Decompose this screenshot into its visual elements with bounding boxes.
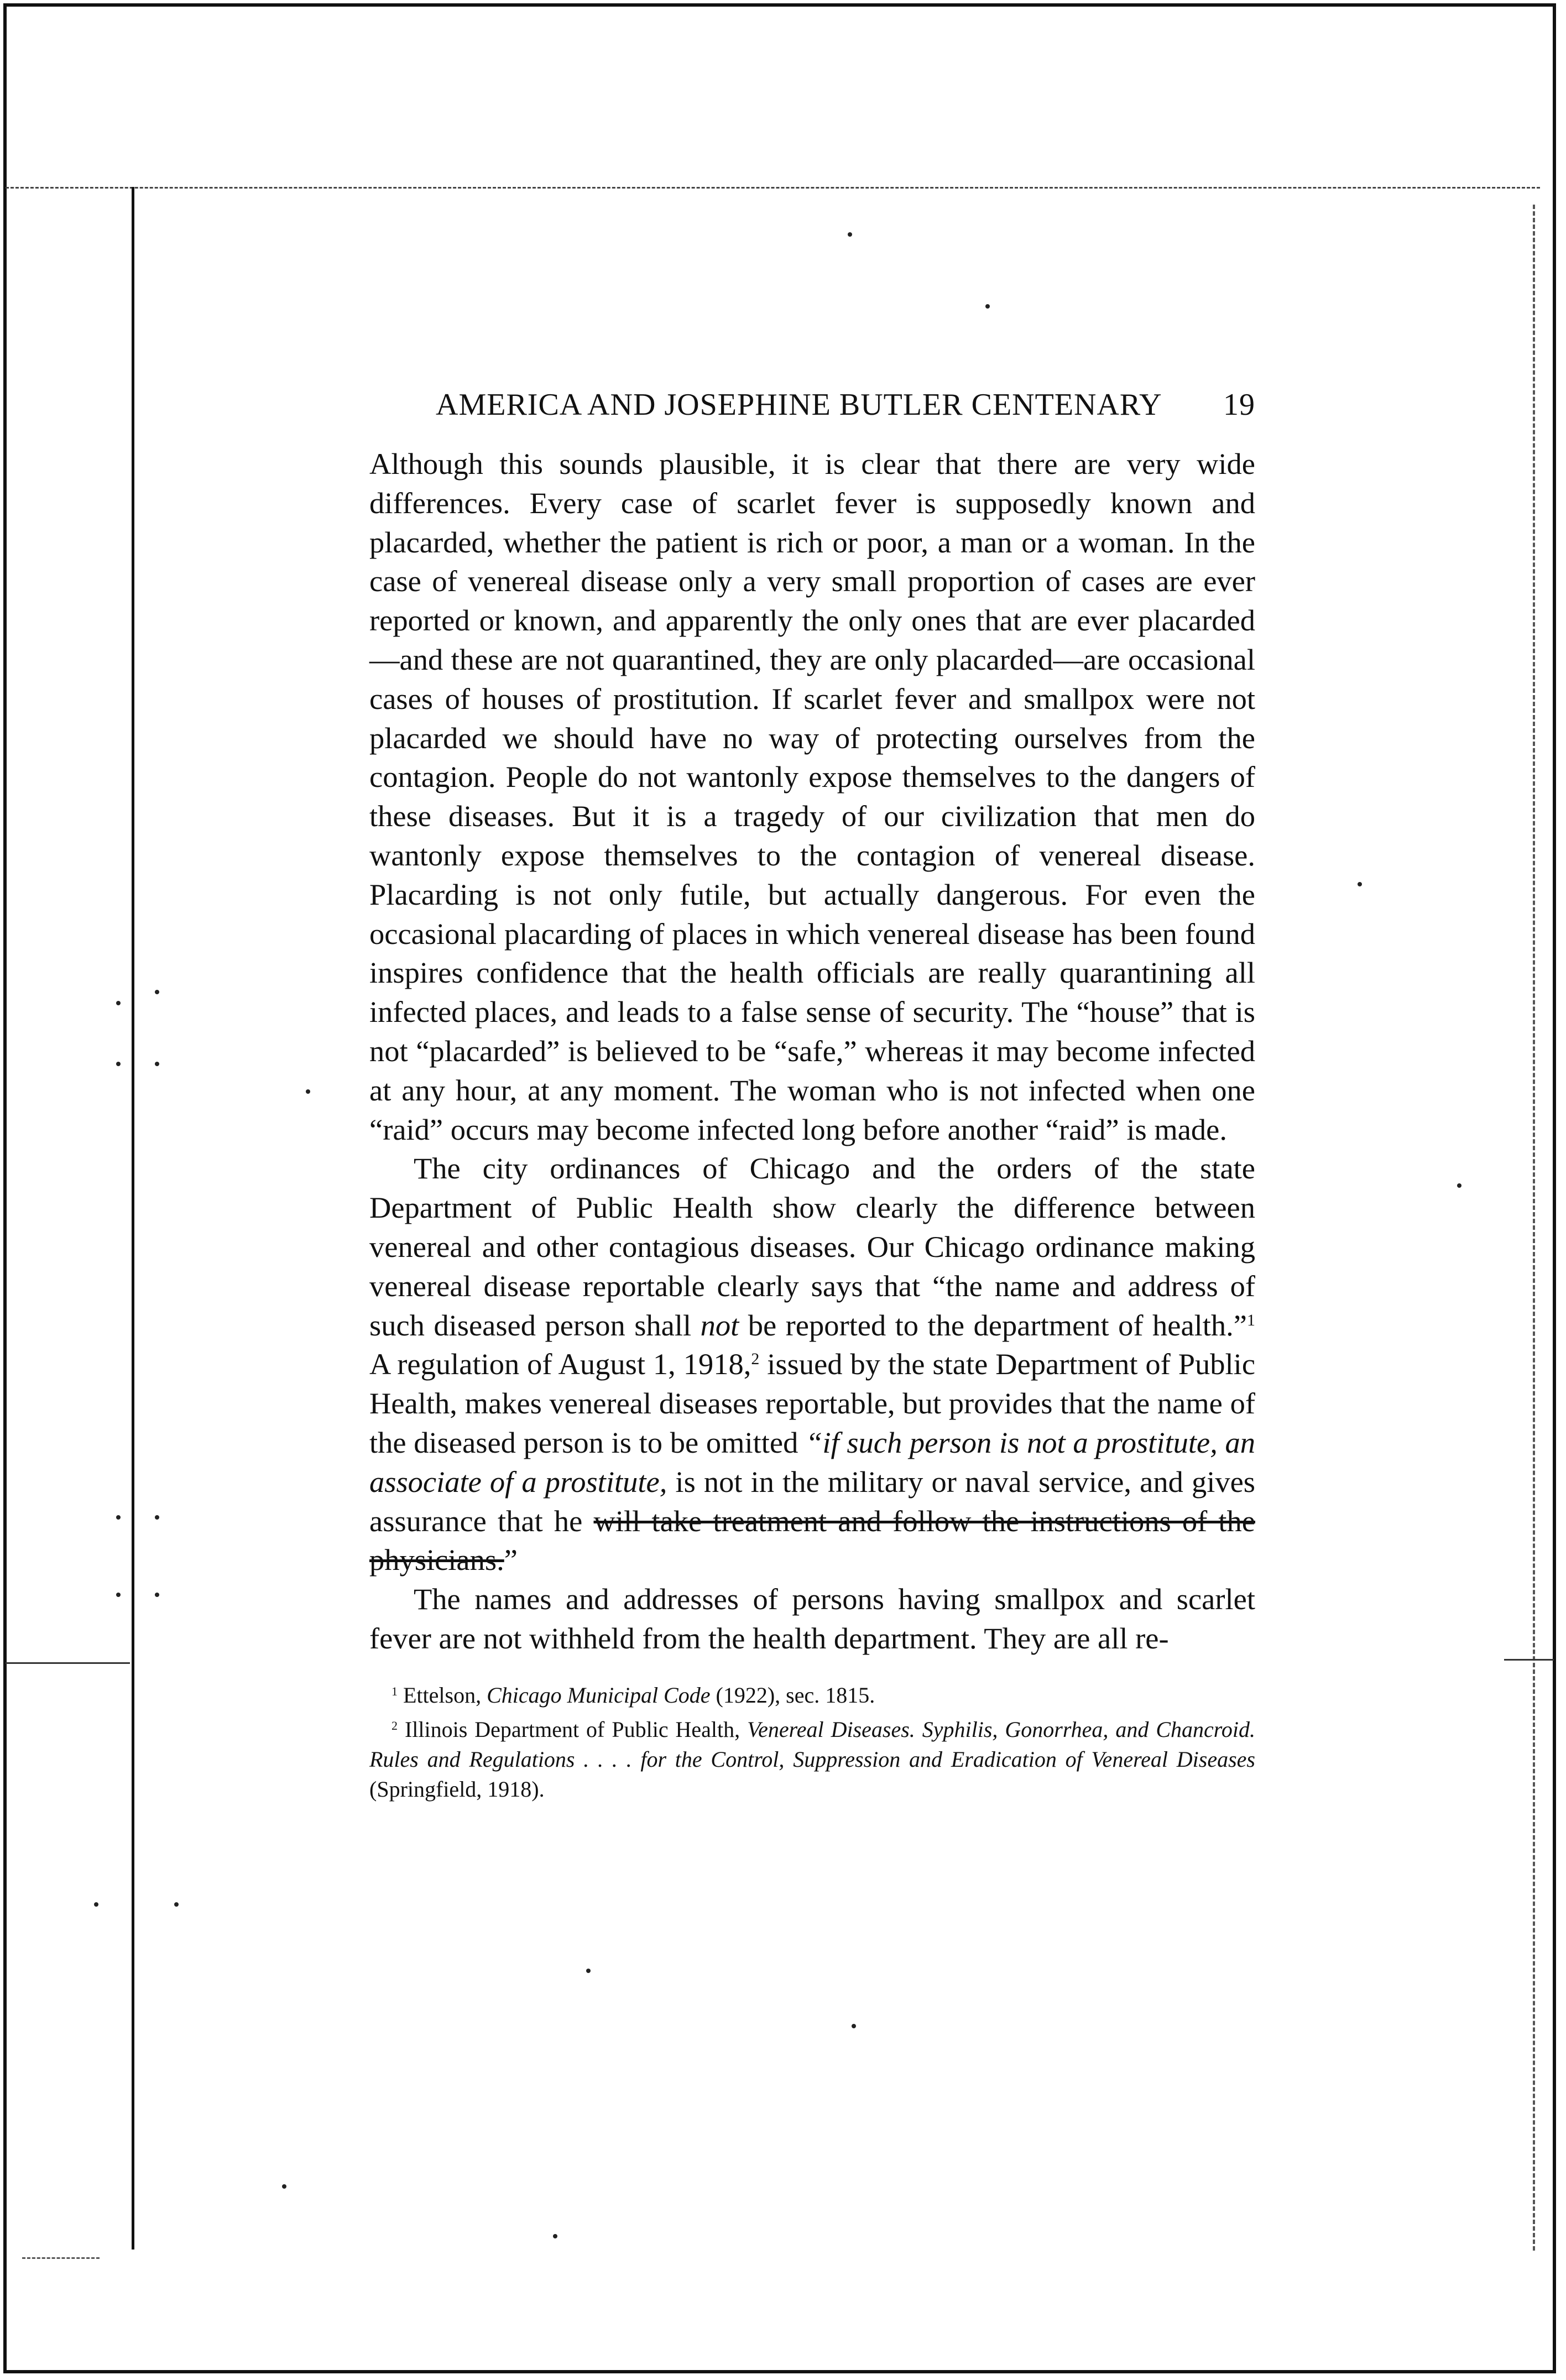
scan-speck xyxy=(586,1969,591,1973)
footnote-text: Illinois Department of Public Health, xyxy=(404,1716,748,1742)
running-head xyxy=(436,387,1255,422)
paragraph-2-text: is not in the military or naval service, and gives assurance that he xyxy=(369,1464,1255,1538)
book-page xyxy=(369,387,1255,1809)
scan-left-stub xyxy=(6,1662,130,1664)
scan-speck xyxy=(985,304,990,309)
footnote-ref-1: 1 xyxy=(1247,1311,1255,1329)
scan-speck xyxy=(282,2184,286,2189)
scan-speck xyxy=(155,990,159,994)
footnote-marker: 2 xyxy=(392,1718,398,1732)
scan-speck xyxy=(848,232,852,237)
scan-speck xyxy=(306,1089,310,1094)
footnote-marker: 1 xyxy=(392,1684,398,1698)
scan-speck xyxy=(174,1902,179,1907)
paragraph-1: Although this sounds plausible, it is clear that there are very wide differences. Every case of scarlet fever is supposedly known and placarded, whether the patient is rich or poor, a man or a woman. In the case of venereal disease only a very small proportion of cases are ever reported or known, and apparently the only ones that are ever placarded—and these are not quarantined, they are only placarded—are occasional cases of houses of prostitution. If scarlet fever and smallpox were not placarded we should have no way of protecting ourselves from the contagion. People do not wantonly expose themselves to the dangers of these diseases. But it is a tragedy of our civilization that men do wantonly expose themselves to the contagion of venereal disease. Placarding is not only futile, but actually dangerous. For even the occasional placarding of places in which venereal disease has been found inspires confidence that the health officials are really quarantining all infected places, and leads to a false sense of security. The “house” that is not “placarded” is believed to be “safe,” whereas it may become infected at any hour, at any moment. The woman who is not infected when one “raid” occurs may become infected long before another “raid” is made. xyxy=(369,447,1255,1146)
scan-speck xyxy=(553,2234,557,2238)
paragraph-2-text: be reported to the department of health.” xyxy=(739,1308,1247,1342)
paragraph-2-text: A regulation of August 1, 1918, xyxy=(369,1347,751,1381)
running-title: AMERICA AND JOSEPHINE BUTLER CENTENARY xyxy=(436,388,1162,422)
footnote-text: (1922), sec. 1815. xyxy=(710,1682,875,1708)
scan-speck xyxy=(94,1902,98,1907)
emphasis-not: not xyxy=(700,1308,739,1342)
struck-through-text: will take treatment and follow the instructions of the physicians. xyxy=(369,1504,1255,1577)
scan-speck xyxy=(155,1593,159,1597)
scan-speck xyxy=(116,1515,121,1520)
footnote-2 xyxy=(369,1715,1255,1804)
closing-quote: ” xyxy=(504,1543,518,1577)
paragraph-2-text: issued by the state Department of Public Health, makes venereal diseases reportable, but provides that the name of the diseased person is to be omitted xyxy=(369,1347,1256,1459)
scan-bottom-stub xyxy=(22,2257,100,2259)
scan-speck xyxy=(1358,882,1362,886)
scan-speck xyxy=(1457,1183,1461,1188)
scan-speck xyxy=(155,1515,159,1520)
footnote-text: Ettelson, xyxy=(403,1682,487,1708)
scan-right-stub xyxy=(1504,1659,1554,1661)
scan-speck xyxy=(116,1001,121,1005)
paragraph-3: The names and addresses of persons having smallpox and scarlet fever are not withheld from the health department. They are all re- xyxy=(369,1582,1255,1655)
footnote-ref-2: 2 xyxy=(751,1350,760,1369)
footnote-1 xyxy=(369,1680,1255,1710)
scan-speck xyxy=(155,1062,159,1066)
scan-speck xyxy=(116,1593,121,1597)
paragraph-2 xyxy=(369,1149,1255,1580)
footnote-title: Chicago Municipal Code xyxy=(487,1682,711,1708)
footnote-title: Venereal Diseases. Syphilis, Gonorrhea, and Chancroid. Rules and Regulations . . . . for the Control, Suppression and Eradication of Venereal Diseases xyxy=(369,1716,1255,1772)
footnote-text: (Springfield, 1918). xyxy=(369,1776,545,1802)
paragraph-2-text: The city ordinances of Chicago and the orders of the state Department of Public Health show clearly the difference between venereal and other contagious diseases. Our Chicago ordinance making venereal disease reportable clearly says that “the name and address of such diseased person shall xyxy=(369,1151,1255,1342)
scan-top-rule xyxy=(6,187,1540,189)
page-number: 19 xyxy=(1223,388,1255,422)
scan-right-rule xyxy=(1533,205,1535,2251)
scan-speck xyxy=(116,1062,121,1066)
footnotes xyxy=(369,1680,1255,1804)
scan-speck xyxy=(852,2024,856,2028)
scan-left-rule xyxy=(132,187,134,2249)
italic-quotation: “if such person is not a prostitute, an associate of a prostitute, xyxy=(369,1425,1256,1499)
